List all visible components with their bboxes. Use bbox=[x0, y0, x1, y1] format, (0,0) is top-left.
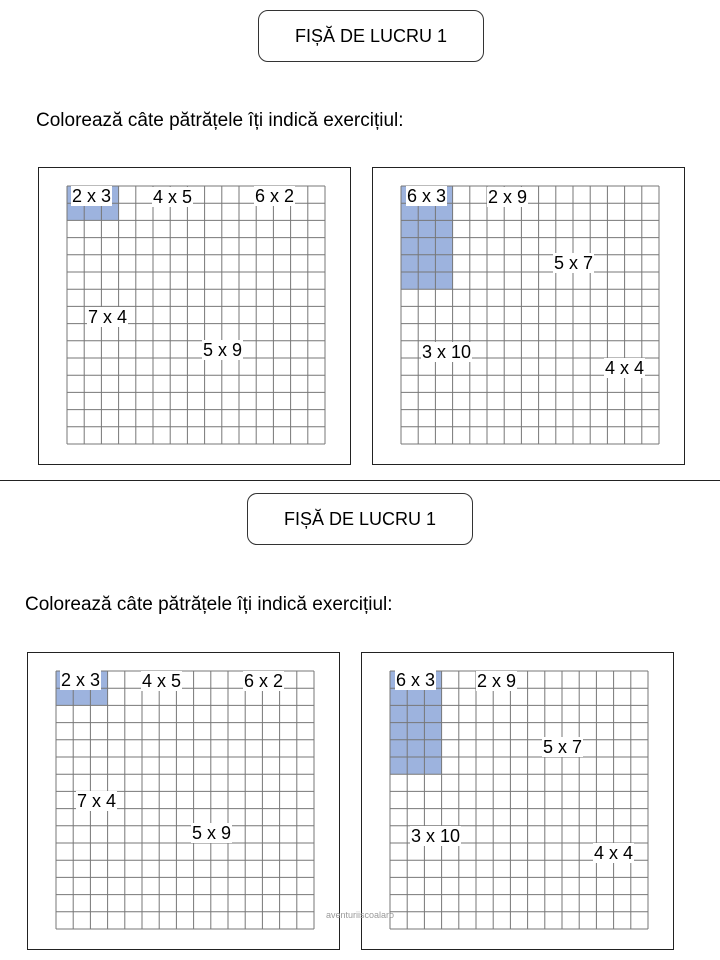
exercise-panel-2 bbox=[372, 167, 685, 465]
exercise-label: 5 x 7 bbox=[554, 253, 594, 273]
exercise-label: 4 x 5 bbox=[142, 671, 182, 691]
exercise-label: 5 x 9 bbox=[192, 823, 232, 843]
square-grid bbox=[373, 168, 686, 466]
square-grid bbox=[39, 168, 352, 466]
instruction-text: Colorează câte pătrățele îți indică exercițiul: bbox=[25, 594, 393, 615]
exercise-label: 6 x 3 bbox=[407, 186, 447, 206]
exercise-label: 2 x 3 bbox=[72, 186, 112, 206]
exercise-label: 3 x 10 bbox=[411, 826, 461, 846]
exercise-label: 4 x 4 bbox=[594, 843, 634, 863]
exercise-label: 5 x 7 bbox=[543, 737, 583, 757]
worksheet-title: FIȘĂ DE LUCRU 1 bbox=[258, 10, 484, 62]
exercise-panel-3 bbox=[27, 652, 340, 950]
exercise-panel-4 bbox=[361, 652, 674, 950]
exercise-label: 3 x 10 bbox=[422, 342, 472, 362]
exercise-panel-1 bbox=[38, 167, 351, 465]
worksheet-title: FIȘĂ DE LUCRU 1 bbox=[247, 493, 473, 545]
exercise-label: 2 x 3 bbox=[61, 670, 101, 690]
watermark: aventuriiscoalaro bbox=[325, 910, 395, 920]
exercise-label: 2 x 9 bbox=[477, 671, 517, 691]
instruction-text: Colorează câte pătrățele îți indică exercițiul: bbox=[36, 110, 404, 131]
exercise-label: 7 x 4 bbox=[88, 307, 128, 327]
cut-line bbox=[0, 480, 720, 481]
exercise-label: 2 x 9 bbox=[488, 187, 528, 207]
square-grid bbox=[362, 653, 675, 951]
exercise-label: 4 x 5 bbox=[153, 187, 193, 207]
exercise-label: 6 x 2 bbox=[244, 671, 284, 691]
exercise-label: 6 x 3 bbox=[396, 670, 436, 690]
square-grid bbox=[28, 653, 341, 951]
exercise-label: 6 x 2 bbox=[255, 186, 295, 206]
exercise-label: 5 x 9 bbox=[203, 340, 243, 360]
exercise-label: 4 x 4 bbox=[605, 358, 645, 378]
exercise-label: 7 x 4 bbox=[77, 791, 117, 811]
